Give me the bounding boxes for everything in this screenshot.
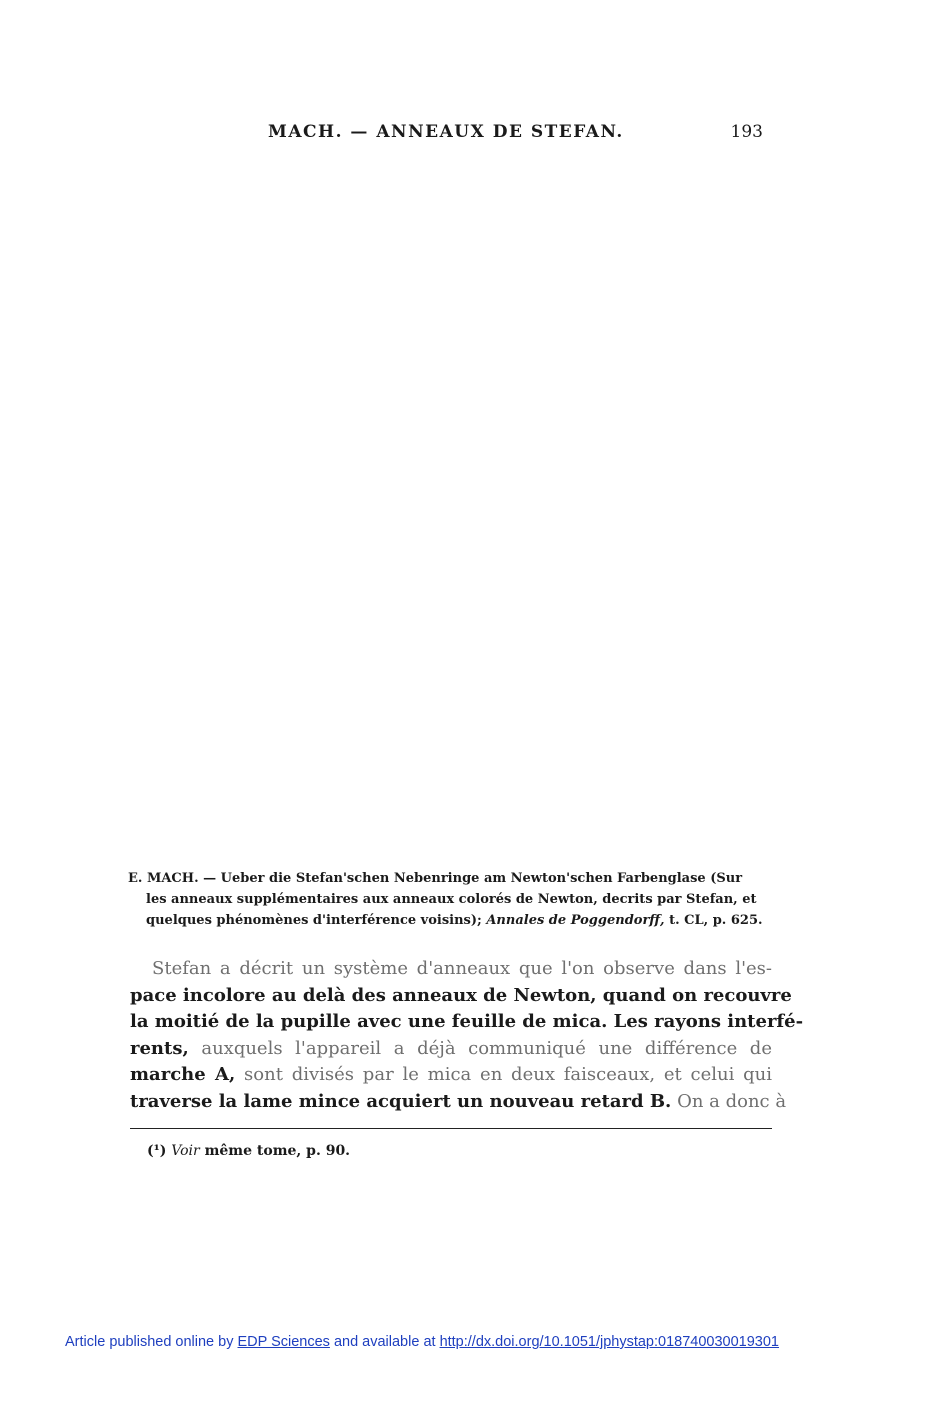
reference-line-3-tail: t. CL, p. 625. (669, 913, 763, 928)
body-line-5-bold: marche A, (130, 1064, 236, 1085)
body-line-2: pace incolore au delà des anneaux de Newton, quand on recouvre (130, 984, 792, 1006)
body-line-5 (130, 1062, 772, 1089)
body-line-4-bold: rents, (130, 1037, 189, 1059)
bibliographic-reference (128, 868, 771, 931)
reference-line-1: E. MACH. — Ueber die Stefan'schen Nebenringe am Newton'schen Farbenglase (Sur (128, 871, 743, 886)
publisher-middle: and available at (333, 1334, 436, 1350)
footnote-text: même tome, p. 90. (204, 1143, 351, 1159)
footnote-divider (130, 1128, 772, 1129)
page-number: 193 (730, 122, 763, 142)
footnote-italic: Voir (171, 1143, 200, 1159)
body-line-6-rest: On a donc à (677, 1090, 787, 1112)
footnote-marker: (¹) (147, 1143, 167, 1159)
publisher-notice (65, 1334, 779, 1350)
publisher-prefix: Article published online by (65, 1334, 234, 1350)
running-title: MACH. — ANNEAUX DE STEFAN. (268, 122, 624, 142)
body-paragraph (130, 956, 804, 1115)
body-line-4 (130, 1036, 772, 1063)
running-head (268, 122, 763, 142)
body-line-4-rest: auxquels l'appareil a déjà communiqué une différence de (201, 1037, 772, 1059)
footnote (147, 1143, 350, 1159)
body-line-1: Stefan a décrit un système d'anneaux que l'on observe dans l'es- (152, 958, 772, 979)
body-line-5-rest: sont divisés par le mica en deux faisceaux, et celui qui (244, 1064, 772, 1085)
body-line-6 (130, 1089, 787, 1116)
reference-line-3-text: quelques phénomènes d'interférence voisins); (146, 913, 482, 928)
body-line-3: la moitié de la pupille avec une feuille de mica. Les rayons interfé- (130, 1011, 804, 1032)
journal-name: Annales de Poggendorff, (486, 913, 665, 928)
reference-line-2: les anneaux supplémentaires aux anneaux colorés de Newton, decrits par Stefan, et (146, 892, 757, 907)
edp-sciences-link[interactable]: EDP Sciences (237, 1334, 330, 1350)
doi-link[interactable]: http://dx.doi.org/10.1051/jphystap:018740030019301 (439, 1334, 779, 1350)
body-line-6-bold: traverse la lame mince acquiert un nouveau retard B. (130, 1090, 672, 1112)
reference-line-3 (128, 910, 771, 931)
